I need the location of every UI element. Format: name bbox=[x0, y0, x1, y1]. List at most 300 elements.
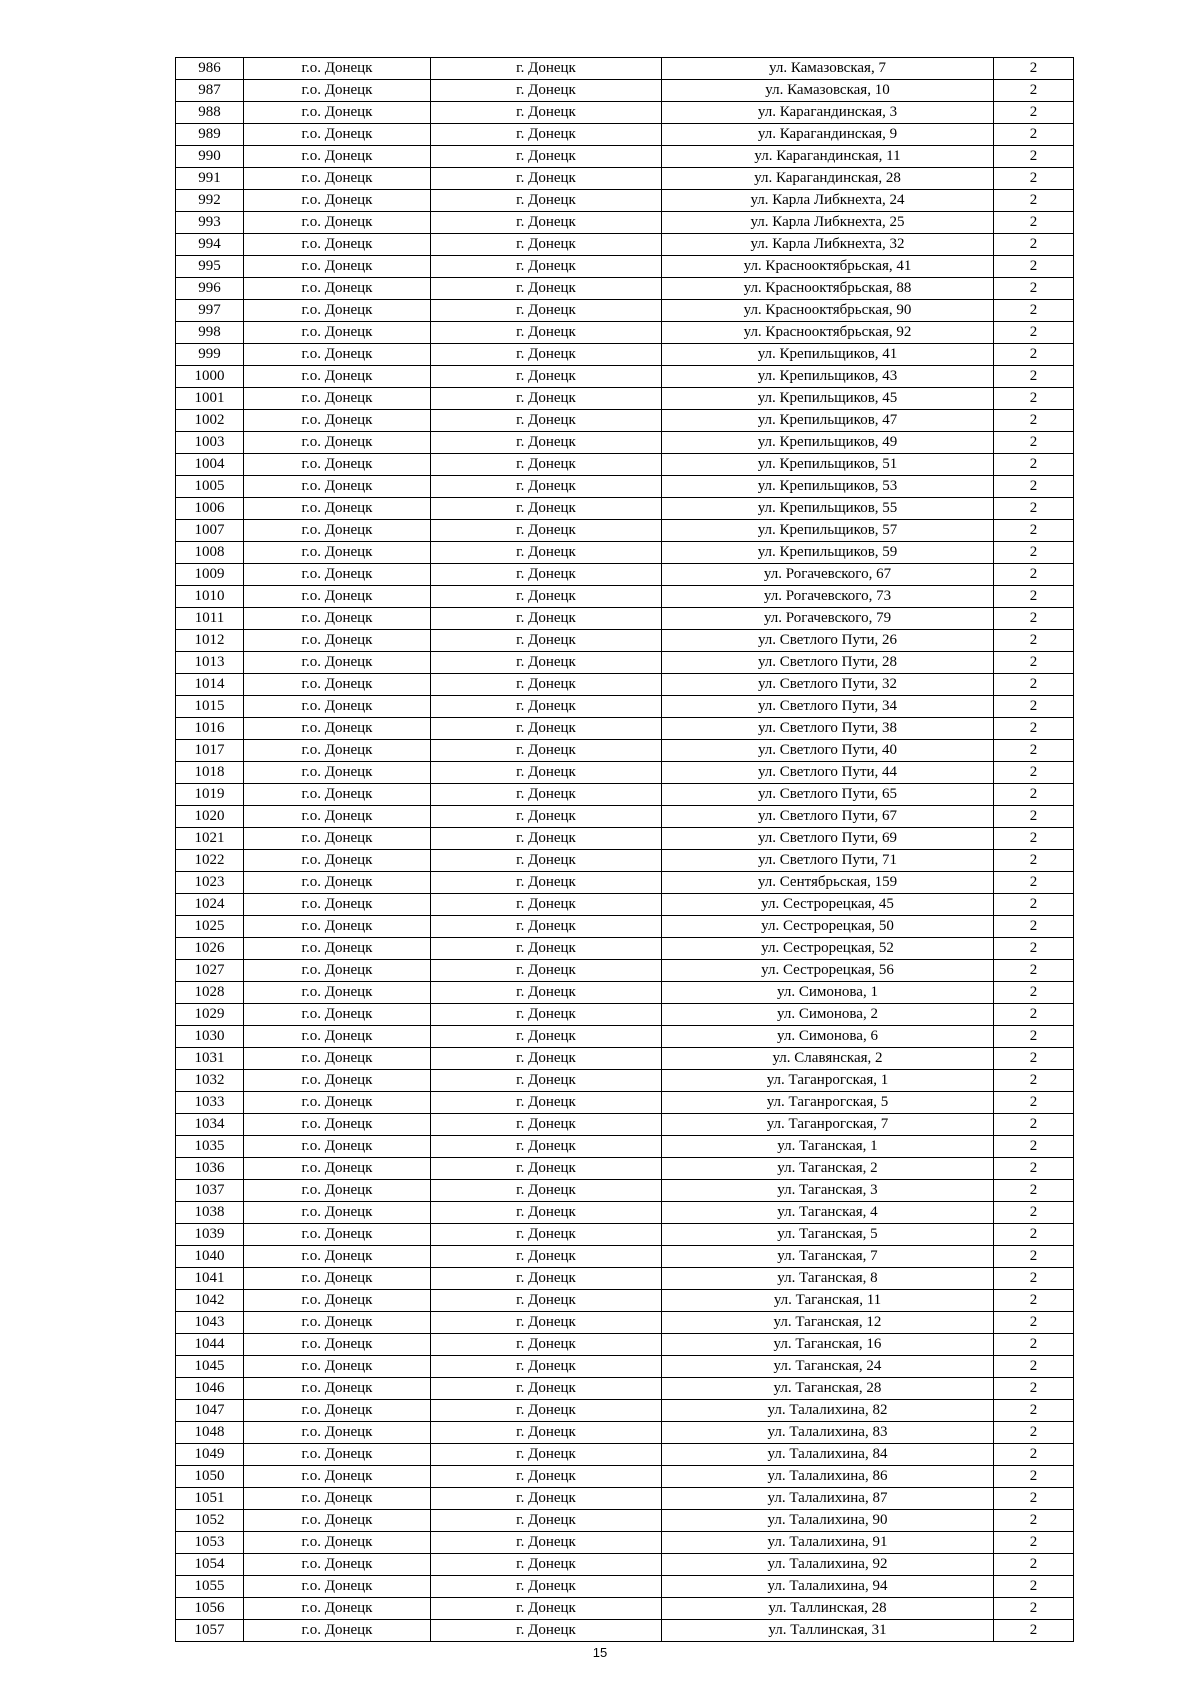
table-row bbox=[176, 586, 1074, 608]
address-cell: ул. Таганская, 5 bbox=[662, 1224, 994, 1246]
table-row bbox=[176, 1048, 1074, 1070]
address-cell: ул. Светлого Пути, 28 bbox=[662, 652, 994, 674]
table-row bbox=[176, 1378, 1074, 1400]
city-cell: г. Донецк bbox=[431, 806, 662, 828]
row-number-cell: 1053 bbox=[176, 1532, 244, 1554]
district-cell: г.о. Донецк bbox=[244, 146, 431, 168]
district-cell: г.о. Донецк bbox=[244, 1070, 431, 1092]
count-cell: 2 bbox=[994, 1224, 1074, 1246]
district-cell: г.о. Донецк bbox=[244, 740, 431, 762]
address-cell: ул. Карагандинская, 11 bbox=[662, 146, 994, 168]
address-cell: ул. Рогачевского, 73 bbox=[662, 586, 994, 608]
district-cell: г.о. Донецк bbox=[244, 674, 431, 696]
district-cell: г.о. Донецк bbox=[244, 652, 431, 674]
table-row bbox=[176, 1136, 1074, 1158]
city-cell: г. Донецк bbox=[431, 300, 662, 322]
table-row bbox=[176, 256, 1074, 278]
table-row bbox=[176, 322, 1074, 344]
address-cell: ул. Таллинская, 28 bbox=[662, 1598, 994, 1620]
row-number-cell: 1017 bbox=[176, 740, 244, 762]
city-cell: г. Донецк bbox=[431, 1400, 662, 1422]
city-cell: г. Донецк bbox=[431, 586, 662, 608]
count-cell: 2 bbox=[994, 1488, 1074, 1510]
count-cell: 2 bbox=[994, 1576, 1074, 1598]
row-number-cell: 989 bbox=[176, 124, 244, 146]
district-cell: г.о. Донецк bbox=[244, 608, 431, 630]
city-cell: г. Донецк bbox=[431, 454, 662, 476]
district-cell: г.о. Донецк bbox=[244, 784, 431, 806]
count-cell: 2 bbox=[994, 124, 1074, 146]
address-cell: ул. Таганрогская, 1 bbox=[662, 1070, 994, 1092]
count-cell: 2 bbox=[994, 696, 1074, 718]
table-row bbox=[176, 366, 1074, 388]
row-number-cell: 1041 bbox=[176, 1268, 244, 1290]
count-cell: 2 bbox=[994, 1312, 1074, 1334]
table-row bbox=[176, 542, 1074, 564]
table-row bbox=[176, 520, 1074, 542]
city-cell: г. Донецк bbox=[431, 146, 662, 168]
table-row bbox=[176, 1290, 1074, 1312]
district-cell: г.о. Донецк bbox=[244, 916, 431, 938]
count-cell: 2 bbox=[994, 1290, 1074, 1312]
district-cell: г.о. Донецк bbox=[244, 322, 431, 344]
count-cell: 2 bbox=[994, 1268, 1074, 1290]
district-cell: г.о. Донецк bbox=[244, 256, 431, 278]
count-cell: 2 bbox=[994, 388, 1074, 410]
count-cell: 2 bbox=[994, 938, 1074, 960]
city-cell: г. Донецк bbox=[431, 1136, 662, 1158]
district-cell: г.о. Донецк bbox=[244, 1026, 431, 1048]
row-number-cell: 1007 bbox=[176, 520, 244, 542]
count-cell: 2 bbox=[994, 1378, 1074, 1400]
address-cell: ул. Симонова, 2 bbox=[662, 1004, 994, 1026]
city-cell: г. Донецк bbox=[431, 498, 662, 520]
row-number-cell: 1052 bbox=[176, 1510, 244, 1532]
city-cell: г. Донецк bbox=[431, 1114, 662, 1136]
count-cell: 2 bbox=[994, 894, 1074, 916]
address-cell: ул. Краснооктябрьская, 90 bbox=[662, 300, 994, 322]
count-cell: 2 bbox=[994, 1004, 1074, 1026]
table-row bbox=[176, 1598, 1074, 1620]
count-cell: 2 bbox=[994, 1136, 1074, 1158]
address-cell: ул. Таганская, 24 bbox=[662, 1356, 994, 1378]
city-cell: г. Донецк bbox=[431, 410, 662, 432]
address-cell: ул. Сестрорецкая, 50 bbox=[662, 916, 994, 938]
city-cell: г. Донецк bbox=[431, 1224, 662, 1246]
district-cell: г.о. Донецк bbox=[244, 938, 431, 960]
district-cell: г.о. Донецк bbox=[244, 718, 431, 740]
count-cell: 2 bbox=[994, 520, 1074, 542]
count-cell: 2 bbox=[994, 1180, 1074, 1202]
district-cell: г.о. Донецк bbox=[244, 1246, 431, 1268]
district-cell: г.о. Донецк bbox=[244, 1466, 431, 1488]
table-row bbox=[176, 1400, 1074, 1422]
table-row bbox=[176, 168, 1074, 190]
row-number-cell: 1048 bbox=[176, 1422, 244, 1444]
city-cell: г. Донецк bbox=[431, 80, 662, 102]
city-cell: г. Донецк bbox=[431, 608, 662, 630]
count-cell: 2 bbox=[994, 1400, 1074, 1422]
address-cell: ул. Рогачевского, 67 bbox=[662, 564, 994, 586]
district-cell: г.о. Донецк bbox=[244, 850, 431, 872]
row-number-cell: 1010 bbox=[176, 586, 244, 608]
count-cell: 2 bbox=[994, 234, 1074, 256]
count-cell: 2 bbox=[994, 410, 1074, 432]
address-cell: ул. Краснооктябрьская, 92 bbox=[662, 322, 994, 344]
row-number-cell: 1013 bbox=[176, 652, 244, 674]
count-cell: 2 bbox=[994, 1620, 1074, 1642]
address-cell: ул. Крепильщиков, 43 bbox=[662, 366, 994, 388]
table-row bbox=[176, 1576, 1074, 1598]
page-number: 15 bbox=[592, 1645, 608, 1660]
row-number-cell: 1046 bbox=[176, 1378, 244, 1400]
address-cell: ул. Таганская, 4 bbox=[662, 1202, 994, 1224]
address-table-body bbox=[176, 58, 1074, 1642]
district-cell: г.о. Донецк bbox=[244, 212, 431, 234]
count-cell: 2 bbox=[994, 278, 1074, 300]
district-cell: г.о. Донецк bbox=[244, 806, 431, 828]
district-cell: г.о. Донецк bbox=[244, 1378, 431, 1400]
count-cell: 2 bbox=[994, 1510, 1074, 1532]
address-cell: ул. Крепильщиков, 45 bbox=[662, 388, 994, 410]
count-cell: 2 bbox=[994, 146, 1074, 168]
city-cell: г. Донецк bbox=[431, 894, 662, 916]
count-cell: 2 bbox=[994, 476, 1074, 498]
city-cell: г. Донецк bbox=[431, 1268, 662, 1290]
city-cell: г. Донецк bbox=[431, 190, 662, 212]
table-row bbox=[176, 1246, 1074, 1268]
address-cell: ул. Крепильщиков, 59 bbox=[662, 542, 994, 564]
address-cell: ул. Крепильщиков, 53 bbox=[662, 476, 994, 498]
count-cell: 2 bbox=[994, 58, 1074, 80]
district-cell: г.о. Донецк bbox=[244, 1620, 431, 1642]
row-number-cell: 992 bbox=[176, 190, 244, 212]
city-cell: г. Донецк bbox=[431, 1532, 662, 1554]
table-row bbox=[176, 1092, 1074, 1114]
table-row bbox=[176, 1180, 1074, 1202]
row-number-cell: 1027 bbox=[176, 960, 244, 982]
address-cell: ул. Талалихина, 86 bbox=[662, 1466, 994, 1488]
row-number-cell: 1056 bbox=[176, 1598, 244, 1620]
city-cell: г. Донецк bbox=[431, 1510, 662, 1532]
address-cell: ул. Светлого Пути, 65 bbox=[662, 784, 994, 806]
district-cell: г.о. Донецк bbox=[244, 1004, 431, 1026]
address-cell: ул. Светлого Пути, 40 bbox=[662, 740, 994, 762]
table-row bbox=[176, 432, 1074, 454]
district-cell: г.о. Донецк bbox=[244, 344, 431, 366]
table-row bbox=[176, 498, 1074, 520]
district-cell: г.о. Донецк bbox=[244, 1510, 431, 1532]
address-cell: ул. Крепильщиков, 51 bbox=[662, 454, 994, 476]
count-cell: 2 bbox=[994, 366, 1074, 388]
district-cell: г.о. Донецк bbox=[244, 1554, 431, 1576]
table-row bbox=[176, 630, 1074, 652]
table-row bbox=[176, 146, 1074, 168]
address-cell: ул. Светлого Пути, 32 bbox=[662, 674, 994, 696]
count-cell: 2 bbox=[994, 850, 1074, 872]
address-cell: ул. Таганская, 7 bbox=[662, 1246, 994, 1268]
address-cell: ул. Талалихина, 84 bbox=[662, 1444, 994, 1466]
address-cell: ул. Светлого Пути, 71 bbox=[662, 850, 994, 872]
row-number-cell: 1016 bbox=[176, 718, 244, 740]
table-row bbox=[176, 1312, 1074, 1334]
row-number-cell: 1032 bbox=[176, 1070, 244, 1092]
count-cell: 2 bbox=[994, 1070, 1074, 1092]
count-cell: 2 bbox=[994, 1334, 1074, 1356]
address-cell: ул. Светлого Пути, 67 bbox=[662, 806, 994, 828]
count-cell: 2 bbox=[994, 300, 1074, 322]
count-cell: 2 bbox=[994, 498, 1074, 520]
city-cell: г. Донецк bbox=[431, 1048, 662, 1070]
address-cell: ул. Сестрорецкая, 45 bbox=[662, 894, 994, 916]
row-number-cell: 1042 bbox=[176, 1290, 244, 1312]
count-cell: 2 bbox=[994, 916, 1074, 938]
district-cell: г.о. Донецк bbox=[244, 1532, 431, 1554]
row-number-cell: 1036 bbox=[176, 1158, 244, 1180]
table-row bbox=[176, 1004, 1074, 1026]
table-row bbox=[176, 652, 1074, 674]
row-number-cell: 1012 bbox=[176, 630, 244, 652]
count-cell: 2 bbox=[994, 212, 1074, 234]
district-cell: г.о. Донецк bbox=[244, 1092, 431, 1114]
count-cell: 2 bbox=[994, 740, 1074, 762]
city-cell: г. Донецк bbox=[431, 1356, 662, 1378]
table-row bbox=[176, 190, 1074, 212]
row-number-cell: 999 bbox=[176, 344, 244, 366]
count-cell: 2 bbox=[994, 718, 1074, 740]
city-cell: г. Донецк bbox=[431, 344, 662, 366]
city-cell: г. Донецк bbox=[431, 1026, 662, 1048]
address-cell: ул. Карагандинская, 3 bbox=[662, 102, 994, 124]
count-cell: 2 bbox=[994, 960, 1074, 982]
table-row bbox=[176, 784, 1074, 806]
city-cell: г. Донецк bbox=[431, 564, 662, 586]
count-cell: 2 bbox=[994, 762, 1074, 784]
city-cell: г. Донецк bbox=[431, 322, 662, 344]
table-row bbox=[176, 1466, 1074, 1488]
city-cell: г. Донецк bbox=[431, 1488, 662, 1510]
address-cell: ул. Талалихина, 90 bbox=[662, 1510, 994, 1532]
count-cell: 2 bbox=[994, 1048, 1074, 1070]
row-number-cell: 995 bbox=[176, 256, 244, 278]
address-cell: ул. Карагандинская, 28 bbox=[662, 168, 994, 190]
district-cell: г.о. Донецк bbox=[244, 960, 431, 982]
row-number-cell: 1030 bbox=[176, 1026, 244, 1048]
district-cell: г.о. Донецк bbox=[244, 410, 431, 432]
table-row bbox=[176, 1070, 1074, 1092]
district-cell: г.о. Донецк bbox=[244, 498, 431, 520]
row-number-cell: 1037 bbox=[176, 1180, 244, 1202]
row-number-cell: 1003 bbox=[176, 432, 244, 454]
table-row bbox=[176, 80, 1074, 102]
address-cell: ул. Краснооктябрьская, 41 bbox=[662, 256, 994, 278]
table-row bbox=[176, 608, 1074, 630]
city-cell: г. Донецк bbox=[431, 850, 662, 872]
row-number-cell: 1028 bbox=[176, 982, 244, 1004]
table-row bbox=[176, 1158, 1074, 1180]
district-cell: г.о. Донецк bbox=[244, 58, 431, 80]
district-cell: г.о. Донецк bbox=[244, 894, 431, 916]
city-cell: г. Донецк bbox=[431, 982, 662, 1004]
address-cell: ул. Сестрорецкая, 56 bbox=[662, 960, 994, 982]
address-cell: ул. Талалихина, 83 bbox=[662, 1422, 994, 1444]
table-row bbox=[176, 1114, 1074, 1136]
row-number-cell: 1049 bbox=[176, 1444, 244, 1466]
table-row bbox=[176, 982, 1074, 1004]
district-cell: г.о. Донецк bbox=[244, 586, 431, 608]
district-cell: г.о. Донецк bbox=[244, 564, 431, 586]
district-cell: г.о. Донецк bbox=[244, 542, 431, 564]
table-row bbox=[176, 234, 1074, 256]
city-cell: г. Донецк bbox=[431, 1334, 662, 1356]
row-number-cell: 1005 bbox=[176, 476, 244, 498]
row-number-cell: 1018 bbox=[176, 762, 244, 784]
city-cell: г. Донецк bbox=[431, 476, 662, 498]
district-cell: г.о. Донецк bbox=[244, 630, 431, 652]
city-cell: г. Донецк bbox=[431, 872, 662, 894]
row-number-cell: 1039 bbox=[176, 1224, 244, 1246]
address-cell: ул. Симонова, 1 bbox=[662, 982, 994, 1004]
city-cell: г. Донецк bbox=[431, 960, 662, 982]
row-number-cell: 1001 bbox=[176, 388, 244, 410]
district-cell: г.о. Донецк bbox=[244, 1114, 431, 1136]
row-number-cell: 1055 bbox=[176, 1576, 244, 1598]
district-cell: г.о. Донецк bbox=[244, 1158, 431, 1180]
city-cell: г. Донецк bbox=[431, 1246, 662, 1268]
row-number-cell: 1040 bbox=[176, 1246, 244, 1268]
city-cell: г. Донецк bbox=[431, 366, 662, 388]
table-row bbox=[176, 938, 1074, 960]
table-row bbox=[176, 124, 1074, 146]
table-row bbox=[176, 564, 1074, 586]
table-row bbox=[176, 850, 1074, 872]
district-cell: г.о. Донецк bbox=[244, 234, 431, 256]
table-row bbox=[176, 410, 1074, 432]
district-cell: г.о. Донецк bbox=[244, 1312, 431, 1334]
city-cell: г. Донецк bbox=[431, 1620, 662, 1642]
table-row bbox=[176, 1202, 1074, 1224]
row-number-cell: 1020 bbox=[176, 806, 244, 828]
district-cell: г.о. Донецк bbox=[244, 1180, 431, 1202]
row-number-cell: 1038 bbox=[176, 1202, 244, 1224]
address-cell: ул. Светлого Пути, 26 bbox=[662, 630, 994, 652]
district-cell: г.о. Донецк bbox=[244, 1202, 431, 1224]
address-cell: ул. Карла Либкнехта, 32 bbox=[662, 234, 994, 256]
row-number-cell: 1000 bbox=[176, 366, 244, 388]
district-cell: г.о. Донецк bbox=[244, 1356, 431, 1378]
count-cell: 2 bbox=[994, 344, 1074, 366]
district-cell: г.о. Донецк bbox=[244, 1598, 431, 1620]
city-cell: г. Донецк bbox=[431, 234, 662, 256]
address-cell: ул. Карла Либкнехта, 24 bbox=[662, 190, 994, 212]
city-cell: г. Донецк bbox=[431, 938, 662, 960]
table-row bbox=[176, 1334, 1074, 1356]
city-cell: г. Донецк bbox=[431, 388, 662, 410]
count-cell: 2 bbox=[994, 102, 1074, 124]
address-cell: ул. Таганская, 1 bbox=[662, 1136, 994, 1158]
table-row bbox=[176, 674, 1074, 696]
table-row bbox=[176, 212, 1074, 234]
row-number-cell: 1034 bbox=[176, 1114, 244, 1136]
address-cell: ул. Талалихина, 91 bbox=[662, 1532, 994, 1554]
district-cell: г.о. Донецк bbox=[244, 454, 431, 476]
address-cell: ул. Таллинская, 31 bbox=[662, 1620, 994, 1642]
address-cell: ул. Крепильщиков, 49 bbox=[662, 432, 994, 454]
district-cell: г.о. Донецк bbox=[244, 982, 431, 1004]
row-number-cell: 1014 bbox=[176, 674, 244, 696]
row-number-cell: 1043 bbox=[176, 1312, 244, 1334]
count-cell: 2 bbox=[994, 1026, 1074, 1048]
count-cell: 2 bbox=[994, 784, 1074, 806]
count-cell: 2 bbox=[994, 1158, 1074, 1180]
address-cell: ул. Сентябрьская, 159 bbox=[662, 872, 994, 894]
row-number-cell: 1033 bbox=[176, 1092, 244, 1114]
district-cell: г.о. Донецк bbox=[244, 828, 431, 850]
city-cell: г. Донецк bbox=[431, 674, 662, 696]
count-cell: 2 bbox=[994, 652, 1074, 674]
city-cell: г. Донецк bbox=[431, 762, 662, 784]
city-cell: г. Донецк bbox=[431, 1290, 662, 1312]
city-cell: г. Донецк bbox=[431, 696, 662, 718]
table-row bbox=[176, 740, 1074, 762]
district-cell: г.о. Донецк bbox=[244, 1136, 431, 1158]
table-row bbox=[176, 1422, 1074, 1444]
district-cell: г.о. Донецк bbox=[244, 1400, 431, 1422]
row-number-cell: 1031 bbox=[176, 1048, 244, 1070]
district-cell: г.о. Донецк bbox=[244, 432, 431, 454]
table-row bbox=[176, 1554, 1074, 1576]
table-row bbox=[176, 718, 1074, 740]
row-number-cell: 991 bbox=[176, 168, 244, 190]
row-number-cell: 997 bbox=[176, 300, 244, 322]
count-cell: 2 bbox=[994, 1356, 1074, 1378]
city-cell: г. Донецк bbox=[431, 1092, 662, 1114]
district-cell: г.о. Донецк bbox=[244, 476, 431, 498]
row-number-cell: 988 bbox=[176, 102, 244, 124]
table-row bbox=[176, 58, 1074, 80]
table-row bbox=[176, 344, 1074, 366]
address-cell: ул. Камазовская, 7 bbox=[662, 58, 994, 80]
address-cell: ул. Талалихина, 94 bbox=[662, 1576, 994, 1598]
city-cell: г. Донецк bbox=[431, 740, 662, 762]
address-cell: ул. Таганская, 16 bbox=[662, 1334, 994, 1356]
row-number-cell: 1057 bbox=[176, 1620, 244, 1642]
row-number-cell: 994 bbox=[176, 234, 244, 256]
city-cell: г. Донецк bbox=[431, 124, 662, 146]
city-cell: г. Донецк bbox=[431, 1598, 662, 1620]
city-cell: г. Донецк bbox=[431, 916, 662, 938]
address-cell: ул. Таганская, 2 bbox=[662, 1158, 994, 1180]
row-number-cell: 987 bbox=[176, 80, 244, 102]
row-number-cell: 1002 bbox=[176, 410, 244, 432]
count-cell: 2 bbox=[994, 80, 1074, 102]
count-cell: 2 bbox=[994, 1422, 1074, 1444]
count-cell: 2 bbox=[994, 982, 1074, 1004]
count-cell: 2 bbox=[994, 872, 1074, 894]
count-cell: 2 bbox=[994, 1598, 1074, 1620]
city-cell: г. Донецк bbox=[431, 1554, 662, 1576]
address-cell: ул. Таганская, 3 bbox=[662, 1180, 994, 1202]
address-cell: ул. Светлого Пути, 69 bbox=[662, 828, 994, 850]
row-number-cell: 1022 bbox=[176, 850, 244, 872]
address-cell: ул. Сестрорецкая, 52 bbox=[662, 938, 994, 960]
row-number-cell: 1025 bbox=[176, 916, 244, 938]
table-row bbox=[176, 894, 1074, 916]
table-row bbox=[176, 916, 1074, 938]
district-cell: г.о. Донецк bbox=[244, 1488, 431, 1510]
table-row bbox=[176, 1356, 1074, 1378]
address-cell: ул. Краснооктябрьская, 88 bbox=[662, 278, 994, 300]
